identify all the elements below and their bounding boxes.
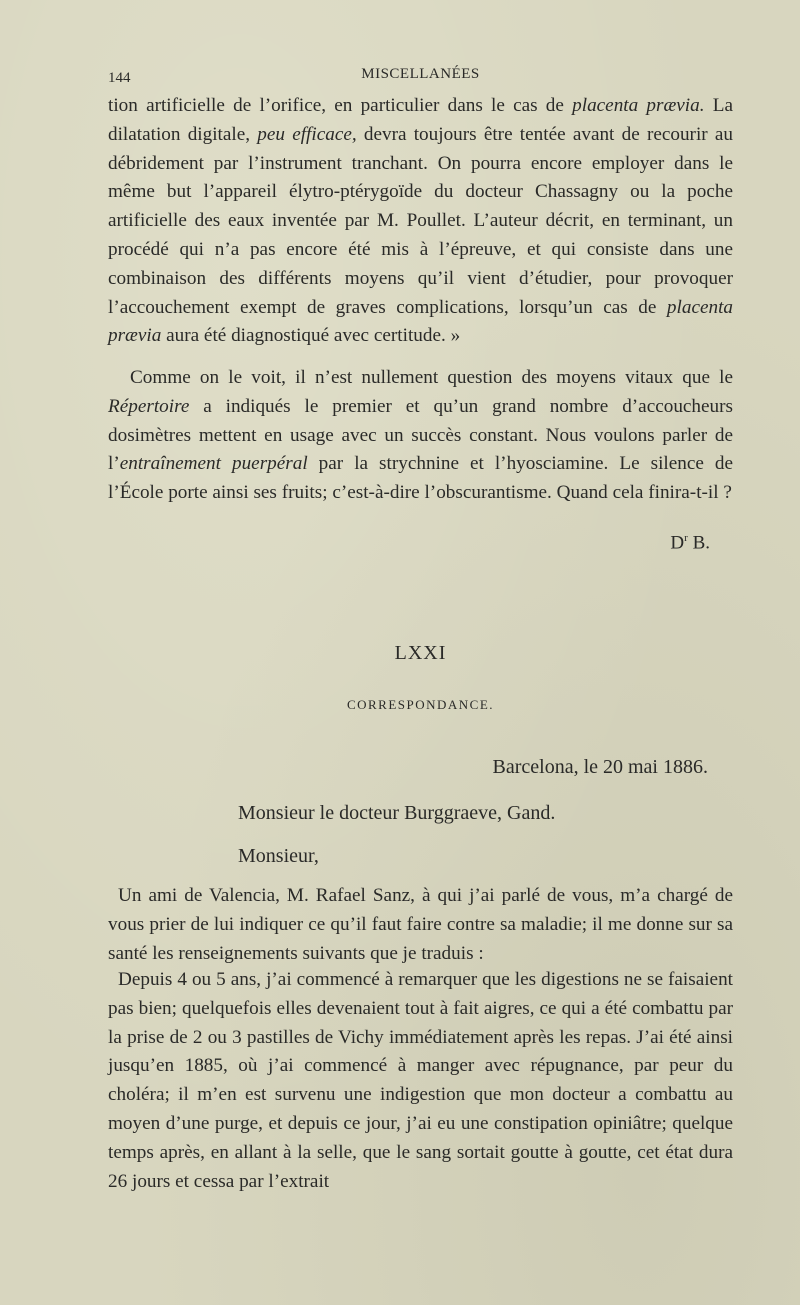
letter-salutation: Monsieur, xyxy=(238,845,319,867)
running-head: MISCELLANÉES xyxy=(361,66,480,82)
signature-name: B. xyxy=(687,532,710,554)
letter-paragraph-symptoms: Depuis 4 ou 5 ans, j’ai commencé à remarquer que les digestions ne se faisaient pas bien; quelquefois elles devenaient tout à fait aigres, ce qui a été combattu par la prise de 2 ou 3 pastilles de Vichy immédiatement après les repas. J’ai été ainsi jusqu’en 1885, où j’ai commencé à manger avec répugnance, par peur du choléra; il m’en est survenu une indigestion que mon docteur a combattu au moyen d’une purge, et depuis ce jour, j’ai eu une constipation opiniâtre; quelque temps après, en allant à la selle, que le sang sortait goutte à goutte, cet état dura 26 jours et cessa par l’extrait xyxy=(108,969,733,1192)
letter-paragraph-intro: Un ami de Valencia, M. Rafael Sanz, à qui j’ai parlé de vous, m’a chargé de vous prier de lui indiquer ce qu’il faut faire contre sa maladie; il me donne sur sa santé les renseignements suivants que je traduis : xyxy=(108,885,733,964)
page-header xyxy=(108,64,733,88)
text-run: tion artificielle de l’orifice, en particulier dans le cas de xyxy=(108,95,573,116)
text-run: a indiqués le premier et qu’un grand nombre d’accoucheurs dosimètres mettent en usage avec un succès constant. Nous voulons parler de l’ xyxy=(108,395,733,475)
section-title: CORRESPONDANCE. xyxy=(346,697,495,712)
text-run: aura été diagnostiqué avec certitude. » xyxy=(161,325,461,347)
italic-term: Répertoire xyxy=(108,395,190,417)
text-run: devra toujours être tentée avant de recourir au débridement par l’instrument tranchant. On pourra encore employer dans le même but l’appareil élytro-ptérygoïde du docteur Chassagny ou la poche artificielle des eaux inventée par M. Poullet. L’auteur décrit, en terminant, un procédé qui n’a pas encore été mis à l’épreuve, et qui consiste dans une combinaison des différents moyens qu’il vient d’étudier, pour provoquer l’accouchement exempt de graves complications, lorsqu’un cas de xyxy=(108,123,734,318)
paragraph-commentary xyxy=(108,364,733,508)
letter-dateline: Barcelona, le 20 mai 1886. xyxy=(492,756,708,778)
text-run: par la strychnine et l’hyosciamine. Le silence de l’École porte ainsi ses fruits; c’est-à-dire l’obscurantisme. Quand cela finira-t-il ? xyxy=(108,453,734,504)
signature-superscript: r xyxy=(684,532,688,544)
italic-term: peu efficace, xyxy=(257,123,357,145)
text-run: Comme on le voit, il n’est nullement question des moyens vitaux que le xyxy=(130,367,733,388)
page-number: 144 xyxy=(108,70,131,86)
italic-term: placenta prævia xyxy=(108,296,733,347)
signature-prefix: D xyxy=(670,532,685,554)
letter-addressee: Monsieur le docteur Burggraeve, Gand. xyxy=(238,802,556,824)
section-number: LXXI xyxy=(394,642,447,664)
italic-term: entraînement puerpéral xyxy=(119,453,308,475)
italic-term: placenta prævia. xyxy=(572,95,705,116)
paragraph-continuation xyxy=(108,92,733,351)
signature xyxy=(560,532,710,554)
text-run: La dilatation digitale, xyxy=(108,95,733,145)
